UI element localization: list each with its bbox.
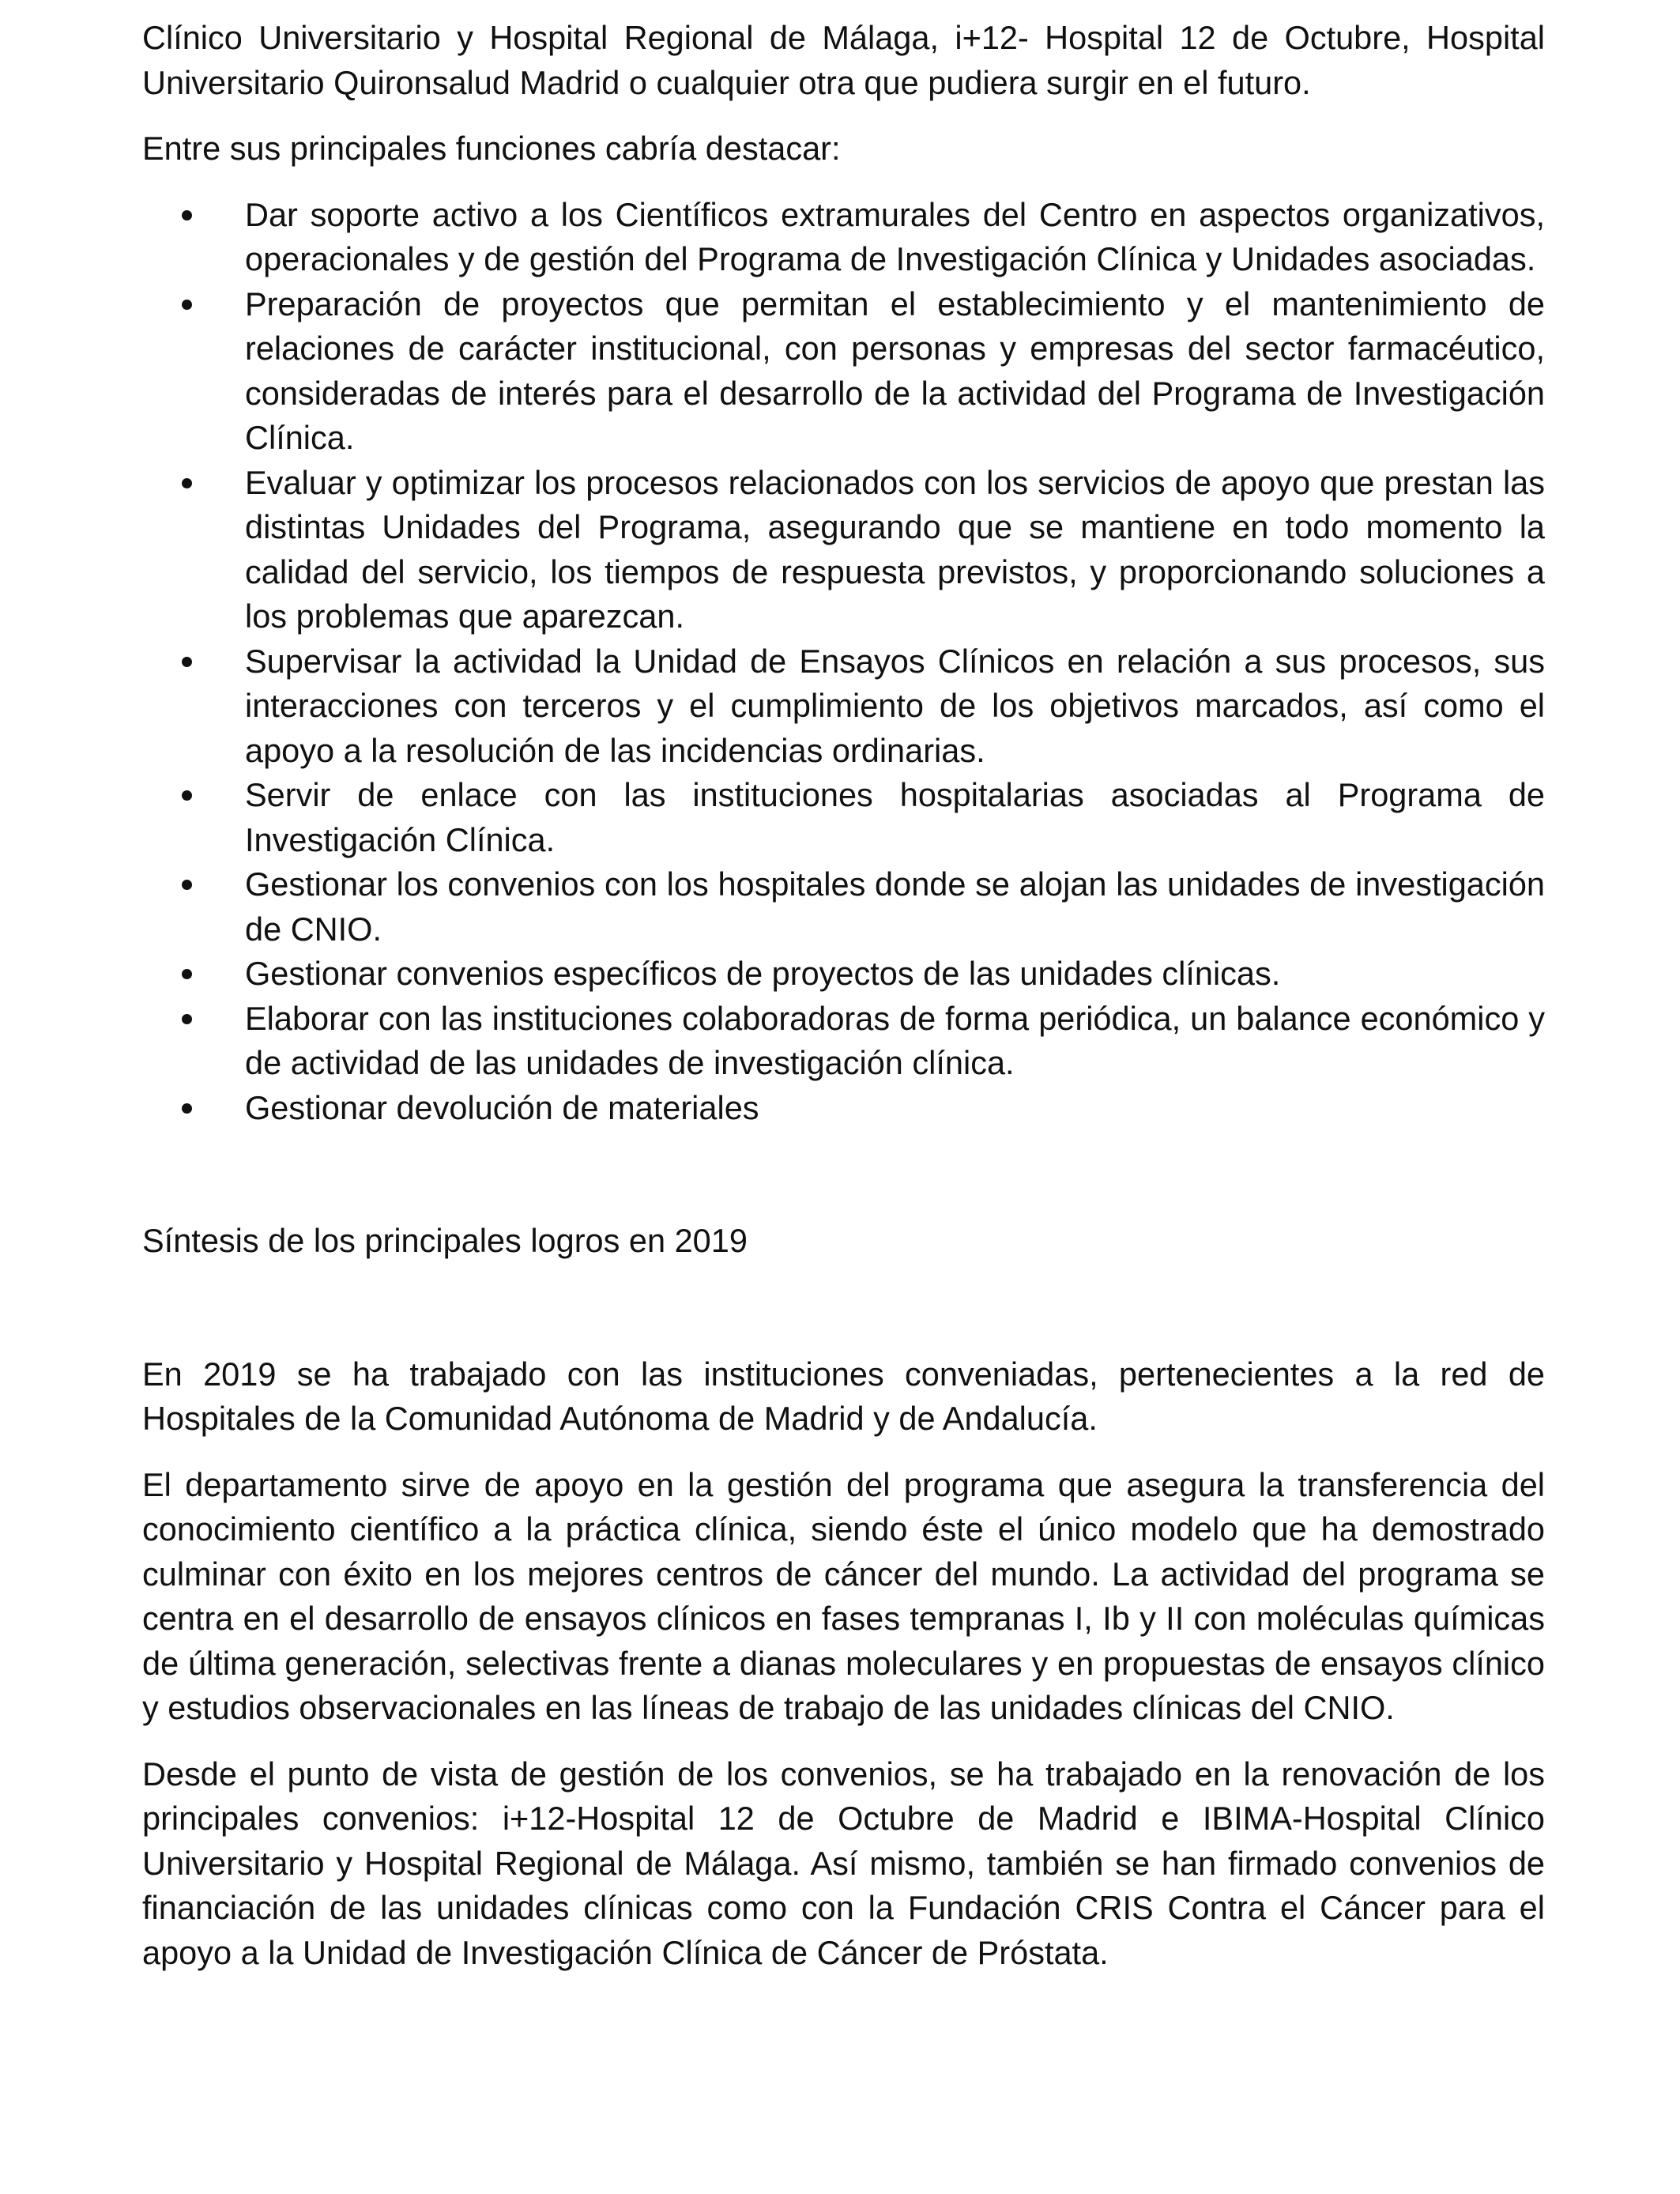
bullet-icon <box>182 880 192 890</box>
list-item <box>142 461 1545 639</box>
list-item <box>142 952 1545 997</box>
bullet-icon <box>182 210 192 221</box>
list-item-text: Evaluar y optimizar los procesos relacionados con los servicios de apoyo que prestan las distintas Unidades del Programa, asegurando que se mantiene en todo momento la calidad del servicio, los tiempos de respuesta previstos, y proporcionando soluciones a los problemas que aparezcan. <box>245 463 1545 635</box>
achievements-paragraph-2: El departamento sirve de apoyo en la gestión del programa que asegura la transferencia del conocimiento científico a la práctica clínica, siendo éste el único modelo que ha demostrado culminar con éxito en los mejores centros de cáncer del mundo. La actividad del programa se centra en el desarrollo de ensayos clínicos en fases tempranas I, Ib y II con moléculas químicas de última generación, selectivas frente a dianas moleculares y en propuestas de ensayos clínico y estudios observacionales en las líneas de trabajo de las unidades clínicas del CNIO. <box>142 1465 1545 1726</box>
bullet-icon <box>182 1103 192 1114</box>
list-item-text: Gestionar devolución de materiales <box>245 1088 759 1126</box>
bullet-icon <box>182 478 192 488</box>
list-item-text: Supervisar la actividad la Unidad de Ensayos Clínicos en relación a sus procesos, sus interacciones con terceros y el cumplimiento de los objetivos marcados, así como el apoyo a la resolución de las incidencias ordinarias. <box>245 642 1545 769</box>
list-item <box>142 862 1545 952</box>
list-item-text: Elaborar con las instituciones colaboradoras de forma periódica, un balance económico y de actividad de las unidades de investigación clínica. <box>245 999 1545 1081</box>
list-item <box>142 773 1545 862</box>
list-item <box>142 639 1545 774</box>
achievements-paragraph-1: En 2019 se ha trabajado con las instituciones conveniadas, pertenecientes a la red de Hospitales de la Comunidad Autónoma de Madrid y de Andalucía. <box>142 1355 1545 1437</box>
bullet-icon <box>182 1014 192 1024</box>
bullet-icon <box>182 969 192 979</box>
list-item <box>142 997 1545 1086</box>
achievements-paragraph-3: Desde el punto de vista de gestión de los convenios, se ha trabajado en la renovación de los principales convenios: i+12-Hospital 12 de Octubre de Madrid e IBIMA-Hospital Clínico Universitario y Hospital Regional de Málaga. Así mismo, también se han firmado convenios de financiación de las unidades clínicas como con la Fundación CRIS Contra el Cáncer para el apoyo a la Unidad de Investigación Clínica de Cáncer de Próstata. <box>142 1755 1545 1971</box>
intro-continuation-paragraph: Clínico Universitario y Hospital Regional de Málaga, i+12- Hospital 12 de Octubre, Hospital Universitario Quironsalud Madrid o cualquier otra que pudiera surgir en el futuro. <box>142 19 1545 101</box>
list-item-text: Dar soporte activo a los Científicos extramurales del Centro en aspectos organizativos, operacionales y de gestión del Programa de Investigación Clínica y Unidades asociadas. <box>245 195 1545 277</box>
bullet-icon <box>182 790 192 801</box>
functions-list <box>142 193 1545 1131</box>
functions-intro-paragraph: Entre sus principales funciones cabría destacar: <box>142 130 841 167</box>
bullet-icon <box>182 300 192 310</box>
document-page <box>142 16 1545 1975</box>
section-heading: Síntesis de los principales logros en 2019 <box>142 1222 748 1259</box>
list-item-text: Gestionar convenios específicos de proyectos de las unidades clínicas. <box>245 955 1281 992</box>
bullet-icon <box>182 657 192 667</box>
list-item <box>142 1086 1545 1131</box>
list-item <box>142 282 1545 461</box>
list-item-text: Preparación de proyectos que permitan el establecimiento y el mantenimiento de relaciones de carácter institucional, con personas y empresas del sector farmacéutico, consideradas de interés para el desarrollo de la actividad del Programa de Investigación Clínica. <box>245 285 1545 456</box>
list-item <box>142 193 1545 282</box>
list-item-text: Servir de enlace con las instituciones hospitalarias asociadas al Programa de Investigación Clínica. <box>245 776 1545 858</box>
list-item-text: Gestionar los convenios con los hospitales donde se alojan las unidades de investigación de CNIO. <box>245 865 1545 948</box>
